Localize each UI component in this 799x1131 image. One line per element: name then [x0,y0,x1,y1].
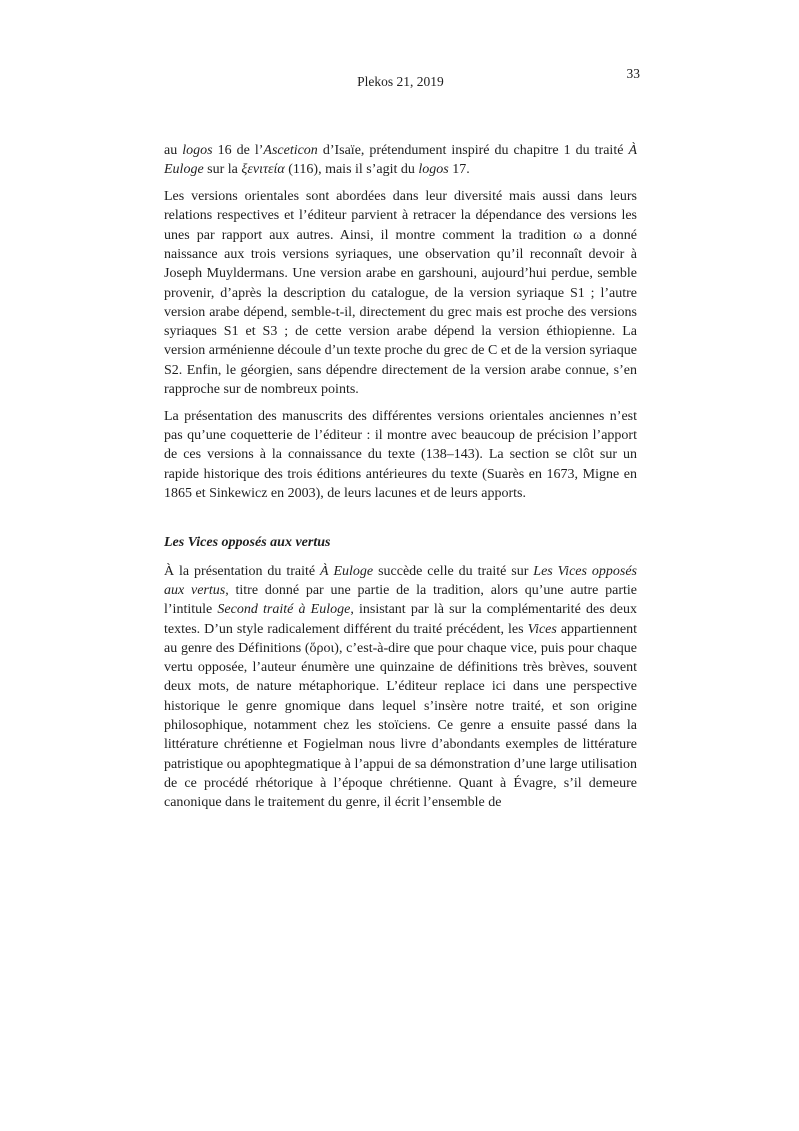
italic-text-run: À Euloge [320,563,374,579]
paragraph-manuscripts-editions [164,407,637,503]
text-run: La présentation des manuscrits des différentes versions orientales anciennes n’est pas qu’une coquetterie de l’éditeur : il montre avec beaucoup de précision l’apport de ces versions à la connaissance du texte (138–143). La section se clôt sur un rapide historique des trois éditions antérieures du texte (Suarès en 1673, Migne en 1865 et Sinkewicz en 2003), de leurs lacunes et de leurs apports. [164,408,637,502]
text-run: À la présentation du traité [164,563,321,579]
paragraph-oriental-versions [164,187,637,399]
text-run: 16 de l’ [212,143,264,158]
text-run: 17. [448,162,470,178]
italic-text-run: Vices [527,621,557,637]
text-run: d’Isaïe, prétendument inspiré du chapitre 1 du traité [317,143,629,158]
italic-text-run: Les Vices opposés aux vertus [164,563,637,598]
text-run: succède celle du traité sur [373,563,534,579]
section-heading-les-vices: Les Vices opposés aux vertus [164,535,331,551]
text-run: appartiennent au genre des Définitions (ὅροι), c’est-à-dire que pour chaque vice, puis pour chaque vertu opposée, l’auteur énumère une quinzaine de définitions très brèves, souvent deux mots, de nature métaphorique. L’éditeur replace ici dans une perspective historique le genre gnomique dans lequel s’insère notre traité, et son origine philosophique, notamment chez les stoïciens. Ce genre a ensuite passé dans la littérature chrétienne et Fogielman nous livre d’abondants exemples de littérature patristique ou apophtegmatique à l’appui de sa démonstration d’une large utilisation de ce procédé rhétorique à l’époque chrétienne. Quant à Évagre, s’il demeure canonique dans le traitement du genre, il écrit l’ensemble de [164,621,638,811]
paragraph-les-vices [164,562,637,813]
text-run: au [164,143,183,158]
body-text [164,141,637,820]
italic-text-run: logos [182,143,213,158]
text-run: , titre donné par une partie de la tradition, alors qu’une autre partie l’intitule [164,582,637,618]
text-run: (116), mais il s’agit du [284,162,419,178]
paragraph-continuation [164,141,637,180]
page-number: 33 [626,66,640,81]
italic-text-run: logos [418,162,449,178]
text-run: sur la [203,162,242,178]
italic-text-run: ξενιτεία [241,162,285,178]
italic-text-run: Second traité à Euloge [217,602,351,618]
text-run: Les versions orientales sont abordées dans leur diversité mais aussi dans leurs relations respectives et l’éditeur parvient à retracer la dépendance des versions les unes par rapport aux autres. Ainsi, il montre comment la tradition ω a donné naissance aux trois versions syriaques, une observation qu’il reconnaît devoir à Joseph Muyldermans. Une version arabe en garshouni, aujourd’hui perdue, semble provenir, d’après la description du catalogue, de la version syriaque S1 ; l’autre version arabe dépend, semble-t-il, directement du grec mais est proche des versions syriaques S1 et S3 ; de cette version arabe dépend la version éthiopienne. La version arménienne découle d’un texte proche du grec de C et de la version syriaque S2. Enfin, le géorgien, sans dépendre directement de la version arabe connue, s’en rapproche sur de nombreux points. [164,189,637,398]
italic-text-run: Asceticon [263,143,318,158]
running-header: Plekos 21, 2019 [357,74,444,89]
text-run: , insistant par là sur la complémentarité des deux textes. D’un style radicalement différent du traité précédent, les [164,602,638,637]
italic-text-run: À Euloge [164,143,638,178]
